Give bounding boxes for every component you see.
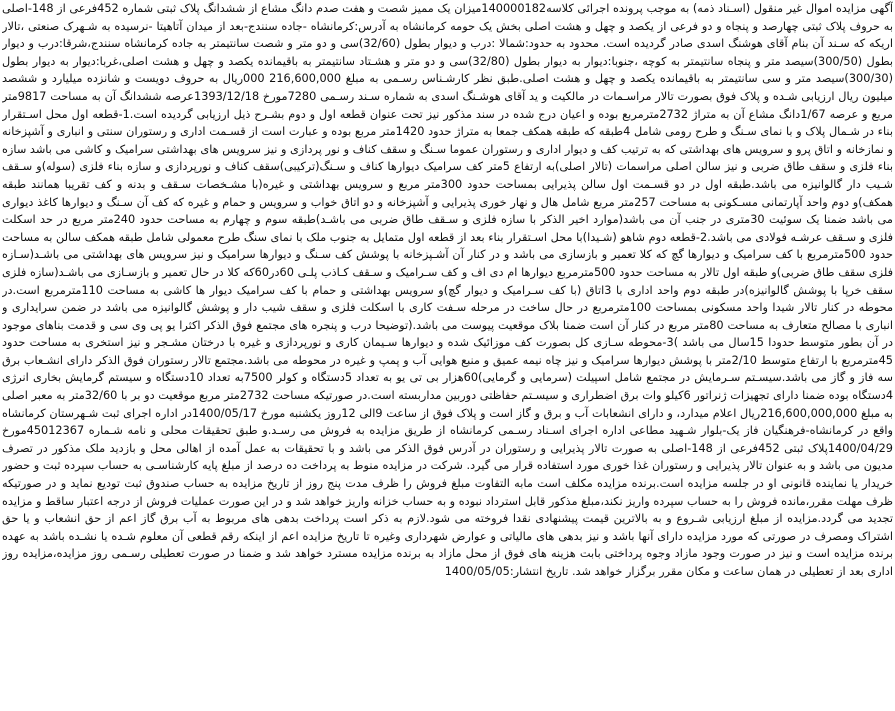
auction-notice-body: آگهی مزایده اموال غیر منقول (اسـناد ذمه) به موجب پرونده اجرائی کلاسه140000182میزان یک ممیز شصت و هفت صدم دانگ مشاع از ششدانگ پلاک ثبتی شماره 452فرعی از 148-اصلی به حروف پلاک ثبتی چهارصد و پنجاه و دو فرعی از یکصد و چهل و هشت اصلی بخش یک حومه کرمانشاه به آدرس:کرمانشاه -جاده سنندج-بعد از میدان آتاهیتا -نرسیده به شـهرک صنعتی ،تالار اریکه که سـند آن بنام آقای هوشنگ اسدی صادر گردیده است. محدود به حدود:شمالا :درب و دیوار بطول (32/60)سی و دو متر و شصت سانتیمتر به جاده کرمانشاه سنندج،شرقا:درب و دیوار بطول (300/50)سیصد متر و پنجاه سانتیمتر به کوچه ،جنوبا:دیوار به دیوار بطول (32/80)سی و دو متر و هشـتاد سانتیمتر به باقیمانده یکصد و چهل و هشت اصلی،غربا:دیوار به دیوار بطول (300/30)سیصد متر و سی سانتیمتر به باقیمانده یکصد و چهل و هشت اصلی.طبق نظر کارشـناس رسـمی به مبلغ 216,600,000 000ریال به حروف دویست و شانزده میلیارد و ششصد میلیون ریال ارزیابی شـده و پلاک فوق بصورت تالار مراسـمات در مالکیت و ید آقای هوشـنگ اسدی به شماره سـند رسـمی 7280مورخ 1393/12/18عرصه ششدانگ آن به مساحت 9817متر مربع و عرصه 1/67دانگ مشاع آن به متراژ 2732مترمربع بوده و اعیان درج شده در سند مذکور نیز تحت عنوان قطعه اول و دوم بشـرح ذیل ارزیابی گردیده است.1-قطعه اول محل اسـتقرار بناء در شـمال پلاک و با نمای سـنگ و طرح رومی شامل 4طبقه که طبقه همکف جمعا به متراژ حدود 1420متر مربع بوده و عبارت است از قسـمت اداری و رستوران سنتی و انباری و آشپزخانه و نمازخانه و اتاق پرو و سرویس های بهداشتی که به ترتیب کف و دیوار اداری و رستوران عموما سـنگ و سقف کناف و نور پردازی و نیز سرویس های بهداشتی سرامیک و کاشی می باشد سازه بناء فلزی و سقف طاق ضربی و نیز سالن اصلی مراسمات (تالار اصلی)به ارتفاع 5متر کف سرامیک دیوارها کناف و سـنگ(ترکیبی)سقف کناف و نورپردازی و سازه بناء فلزی (سوله)و سـقف شـیب دار گالوانیزه می باشد.طبقه اول در دو قسـمت اول سالن پذیرایی بمساحت حدود 300متر مربع و سرویس بهداشتی و غیره(با مشـخصات سـقف و بدنه و کف تقریبا همانند طبقه همکف)و دوم واحد آپارتمانی مسـکونی به مساحت 257متر مربع شامل هال و نهار خوری پذیرایی و آشپزخانه و دو اتاق خواب و سرویس و حمام و غیره که کف آن سـنگ و دیوارها کاغذ دیواری می باشد ضمنا یک سوئیت 30متری در جنب آن می باشد(موارد اخیر الذکر با سازه فلزی و سـقف طاق ضربی می باشـد)طبقه سوم و چهارم به مساحت حدود 240متر مربع در حد اسکلت فلزی و سـقف عرشـه فولادی می باشد.2-قطعه دوم شاهو (شـیدا)با محل اسـتقرار بناء بعد از قطعه اول متمایل به جنوب ملک با نمای سنگ طرح معمولی شامل طبقه همکف سالن به مساحت حدود 500مترمربع با کف سرامیک و دیوارها گچ که کلا تعمیر و بازسازی می باشد و در کنار آن آشـپزخانه با پوشش کف سـنگ و دیوارها سرامیک و نیز سرویس های بهداشتی می باشـد(سـازه فلزی سقف طاق ضربی)و طبقه اول تالار به مساحت حدود 500مترمربع دیوارها ام دی اف و کف سـرامیک و سـقف کـاذب پلـی 60در60که کلا در حال تعمیر و بازسـازی می باشـد(سازه فلزی سقف خرپا با پوشش گالوانیزه)در طبقه دوم واحد اداری با 3اتاق (با کف سـرامیک و دیوار گچ)و سرویس بهداشتی و حمام با کف سرامیک دیوار ها کاشی به مساحت 110مترمربع است.در محوطه در کنار تالار شیدا واحد مسکونی بمساحت 100مترمربع در حال ساخت در مرحله سـفت کاری با اسکلت فلزی و سقف شیب دار و پوشش گالوانیزه می باشد در ضمن سرایداری و انباری با مصالح متعارف به مساحت 80متر مربع در کنار آن است ضمنا بلاک موقعیت پیوست می باشد.(توضیحا درب و پنجره های مجتمع فوق الذکر اکثرا یو پی وی سی و قدمت بناهای موجود در آن بطور متوسط حدودا 15سال می باشد )3-محوطه سـازی کل بصورت کف موزائیک شده و دیوارها سـیمان کاری و نورپردازی و غیره با درختان مشـجر و نیز استخری به مساحت حدود 45مترمربع با ارتفاع متوسط 2/10متر با پوشش دیوارها سرامیک و نیز چاه نیمه عمیق و منبع هوایی آب و پمپ و غیره در محوطه می باشد.مجتمع تالار رستوران فوق الذکر دارای انشـعاب برق سه فاز و گاز می باشد.سیسـتم سـرمایش در مجتمع شامل اسپیلت (سرمایی و گرمایی)60هزار بی تی یو به تعداد 5دستگاه و کولر 7500به تعداد 10دستگاه و سیستم گرمایش بخاری انرژی 4دستگاه بوده ضمنا دارای تجهیزات ژنراتور 6کیلو وات برق اضطراری و سیسـتم حفاظتی دوربین مداربسته است.در صورتیکه مساحت 2732متر مربع موقعیت دو بر با 32/60متر به معبر اصلی به مبلغ 216,600,000,000ریال اعلام میدارد، و دارای انشعابات آب و برق و گاز است و پلاک فوق از ساعت 9الی 12روز یکشنبه مورخ 1400/05/17در اداره اجرای ثبت شـهرستان کرمانشاه واقع در کرمانشاه-فرهنگیان فاز یک-بلوار شـهید مطاعی اداره اجرای اسـناد رسـمی کرمانشاه از طریق مزایده به فروش می رسـد.و طبق تحقیقات محلی و نامه شـماره 45012367مورخ 1400/04/29پلاک ثبتی 452فرعی از 148-اصلی به صورت تالار پذیرایی و رستوران در آدرس فوق الذکر می باشد و با تحقیقات به عمل آمده از اهالی محل و بازدید ملک مذکور در تصرف مدیون می باشد و به عنوان تالار پذیرایی و رستوران غذا خوری مورد استفاده قرار می گیرد. شرکت در مزایده منوط به پرداخت ده درصد از مبلغ پایه کارشناسـی به حساب سپرده ثبت و حضور خریدار یا نماینده قانونی او در جلسه مزایده است.برنده مزایده مکلف است مابه التفاوت مبلغ فروش را ظرف مدت پنج روز از تاریخ مزایده به حساب صندوق ثبت تودیع نماید و در صورتیکه ظرف مهلت مقرر،مانده فروش را به حساب سپرده واریز نکند،مبلغ مذکور قابل استرداد نبوده و به حساب خزانه واریز خواهد شد و در این صورت عملیات فروش از درجه اعتبار ساقط و مزایده تجدید می گردد.مزایده از مبلغ ارزیابی شـروع و به بالاترین قیمت پیشنهادی نقدا فروخته می شود.لازم به ذکر است پرداخت بدهی های مربوط به آب برق گاز اعم از حق انشعاب و یا حق اشتراک ومصرف در صورتی که مورد مزایده دارای آنها باشد و نیز بدهی های مالیاتی و عوارض شهرداری وغیره تا تاریخ مزایده اعم از اینکه رقم قطعی آن معلوم شـده یا نشـده باشد به عهده برنده مزایده است و نیز در صورت وجود مازاد وجوه پرداختی بابت هزینه های فوق از محل مازاد به برنده مزایده مسترد خواهد شد و ضمنا در صورت تعطیلی رسـمی روز مزایده،مزایده روز اداری بعد از تعطیلی در همان ساعت و مکان مقرر برگزار خواهد شد. تاریخ انتشار:1400/05/05 [2, 2, 893, 578]
auction-notice [2, 0, 893, 711]
